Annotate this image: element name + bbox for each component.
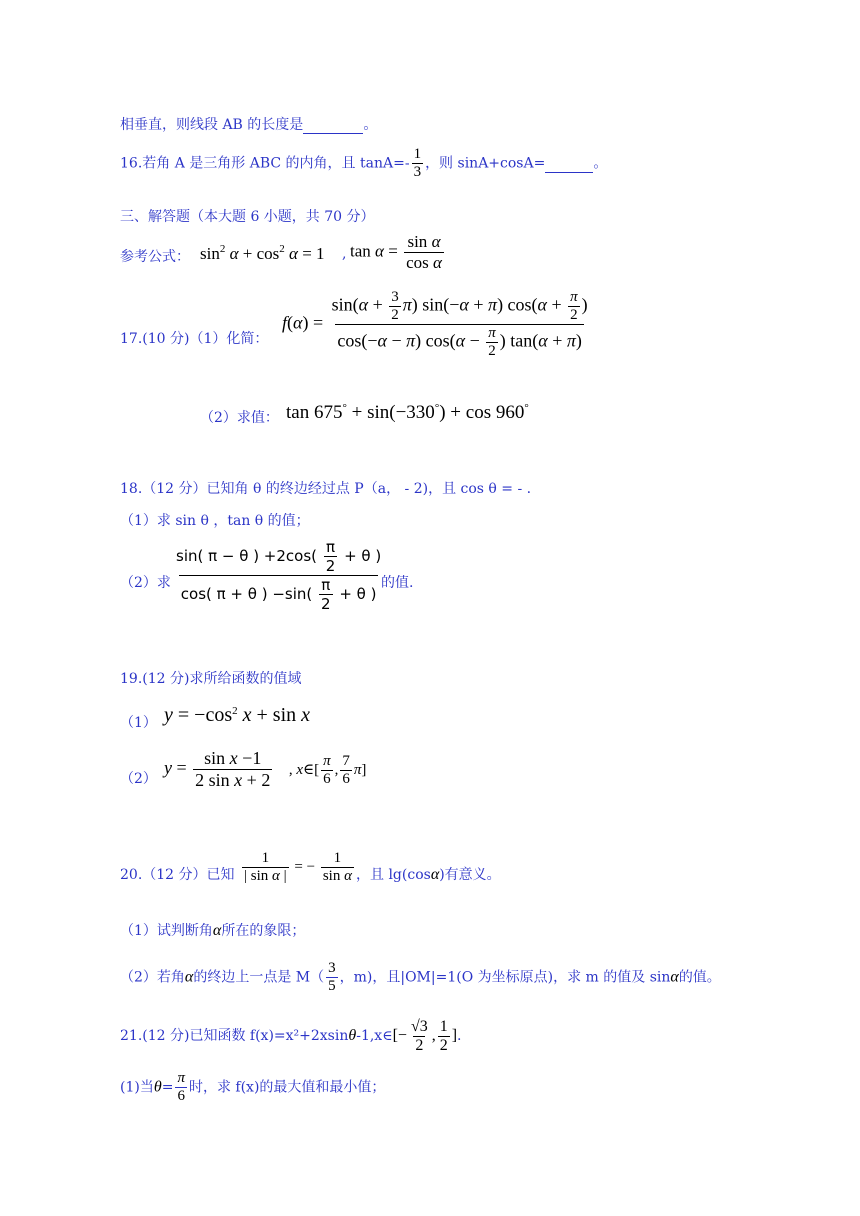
question-20-part1: （1）试判断角α所在的象限； <box>120 922 306 939</box>
q17-expression: f(α) = sin(α + $\frac{3}{2}$ π) sin(−α + π) cos(α + $\frac{\pi}{2}$ ) cos(−α − π) cos(α − $\frac{\pi}{2}$ ) tan(α + π) <box>282 289 588 359</box>
section-heading: 三、解答题（本大题 6 小题，共 70 分） <box>120 209 375 225</box>
tan-formula: tan α = $\frac{\text{sin α}}{\text{cos α}}$ <box>350 232 442 272</box>
question-20-pre: 20.（12 分）已知 <box>120 867 235 883</box>
question-20-part2: （2）若角α的终边上一点是 M（ $\frac{3}{5}$ ，m)，且|OM|=1(O 为坐标原点)，求 m 的值及 sinα的值。 <box>120 960 721 994</box>
question-18-stem: 18.（12 分）已知角 θ 的终边经过点 P（a， - 2)，且 cos θ = - . <box>120 481 532 497</box>
question-18-part2-post: 的值. <box>381 575 414 591</box>
answer-blank <box>545 156 593 173</box>
question-21-part1: (1)当θ= $\frac{\pi}{6}$ 时，求 f(x)的最大值和最小值； <box>120 1070 386 1104</box>
fraction-one-third: $\frac{1}{3}$ <box>413 146 422 180</box>
q15-tail-line: 相垂直，则线段 AB 的长度是 。 <box>120 117 378 133</box>
q20-equation: $\frac{1}{\text{| sin α |}}$ = − $\frac{1}{\text{sin α}}$ <box>244 850 352 884</box>
question-21-stem: 21.(12 分)已知函数 f(x)=x²+2xsinθ-1,x∈[− $\frac{√3}{2}$ , $\frac{1}{2}$ ]. <box>120 1018 462 1054</box>
question-18-part2-pre: （2）求 <box>120 575 171 591</box>
q19-function-2: y = $\frac{\text{sin x −1}}{\text{2 sin x + 2}}$ , x∈[ $\frac{\pi}{6}$ , $\frac{7}{6}$ π] <box>164 748 367 790</box>
question-16: 16.若角 A 是三角形 ABC 的内角，且 tanA=- $\frac{1}{3}$ ，则 sinA+cosA= 。 <box>120 146 608 180</box>
question-17-part2: （2）求值： <box>200 410 279 426</box>
reference-formulas-label: 参考公式： <box>120 249 190 265</box>
q18-fraction: sin( π − θ ) +2cos( $\frac{\pi}{2}$ + θ ) cos( π + θ ) −sin( $\frac{\pi}{2}$ + θ ) <box>176 538 382 613</box>
question-19-stem: 19.(12 分)求所给函数的值域 <box>120 671 302 687</box>
q19-function-1: $y = -\cos^2$ x + sin x <box>164 704 311 726</box>
question-18-part1: （1）求 sin θ ，tan θ 的值； <box>120 513 310 529</box>
q17-part2-expression: tan 675° + sin(−330°) + cos 960° <box>286 402 529 423</box>
answer-blank <box>303 117 363 134</box>
question-17-label: 17.(10 分)（1）化简： <box>120 331 269 347</box>
identity-formula: $\sin^2 \alpha + \cos^2 \alpha = 1$ <box>200 243 325 263</box>
